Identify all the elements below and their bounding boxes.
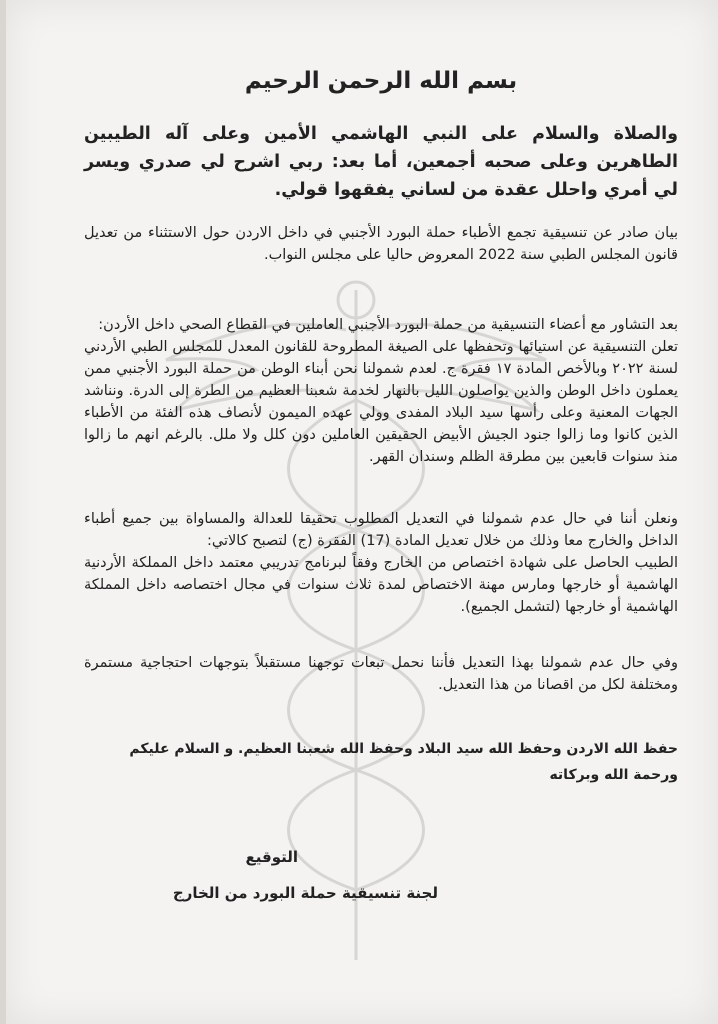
announcement-paragraph: تعلن التنسيقية عن استيائها وتحفظها على الصيغة المطروحة للقانون المعدل للمجلس الطبي الأردني لسنة ٢٠٢٢ وبالأخص المادة ١٧ فقرة ج. لعدم شمولنا نحن أبناء الوطن من حملة البورد الأجنبي ممن يعملون داخل الوطن والذين يواصلون الليل بالنهار لخدمة شعبنا العظيم من الطرة إلى الدرة. ونناشد الجهات المعنية وعلى رأسها سيد البلاد المفدى وولي عهده الميمون لأنصاف هذه الفئة من الأطباء الذين كانوا وما زالوا جنود الجيش الأبيض الحقيقين العاملين دون كلل ولا ملل. بالرغم انهم ما زالوا منذ سنوات قابعين بين مطرقة الظلم وسندان القهر. (84, 339, 678, 465)
warning-paragraph: وفي حال عدم شمولنا بهذا التعديل فأننا نحمل تبعات توجهنا مستقبلاً بتوجهات احتجاجية مستمرة ومختلفة لكل من اقصانا من هذا التعديل. (84, 655, 678, 693)
proposal-paragraph: الطبيب الحاصل على شهادة اختصاص من الخارج وفقاً لبرنامج تدريبي معتمد داخل المملكة الأردنية الهاشمية أو خارجها ومارس مهنة الاختصاص لمدة ثلاث سنوات في مجال اختصاصه داخل المملكة الهاشمية أو خارجها (لتشمل الجميع). (84, 555, 678, 615)
closing-paragraph: حفظ الله الاردن وحفظ الله سيد البلاد وحفظ الله شعبنا العظيم. و السلام عليكم ورحمة الله وبركاته (129, 741, 678, 783)
declaration-paragraph: ونعلن أننا في حال عدم شمولنا في التعديل المطلوب تحقيقا للعدالة والمساواة بين جميع أطباء الداخل والخارج معا وذلك من خلال تعديل المادة (17) الفقرة (ج) لتصبح كالاتي: (84, 511, 678, 549)
greeting-paragraph: والصلاة والسلام على النبي الهاشمي الأمين وعلى آله الطيبين الطاهرين وعلى صحبه أجمعين، أما بعد: ربي اشرح لي صدري ويسر لي أمري واحلل عقدة من لساني يفقهوا قولي. (84, 124, 678, 200)
letter-content (84, 68, 678, 902)
intro-paragraph: بيان صادر عن تنسيقية تجمع الأطباء حملة البورد الأجنبي في داخل الاردن حول الاستثناء من تعديل قانون المجلس الطبي سنة 2022 المعروض حاليا على مجلس النواب. (84, 225, 678, 263)
document-page (6, 0, 718, 1024)
signature-name: لجنة تنسيقية حملة البورد من الخارج (172, 884, 438, 902)
basmala-heading: بسم الله الرحمن الرحيم (244, 68, 518, 94)
consultation-paragraph: بعد التشاور مع أعضاء التنسيقية من حملة البورد الأجنبي العاملين في القطاع الصحي داخل الأردن: (98, 317, 678, 333)
signature-label: التوقيع (245, 848, 298, 866)
